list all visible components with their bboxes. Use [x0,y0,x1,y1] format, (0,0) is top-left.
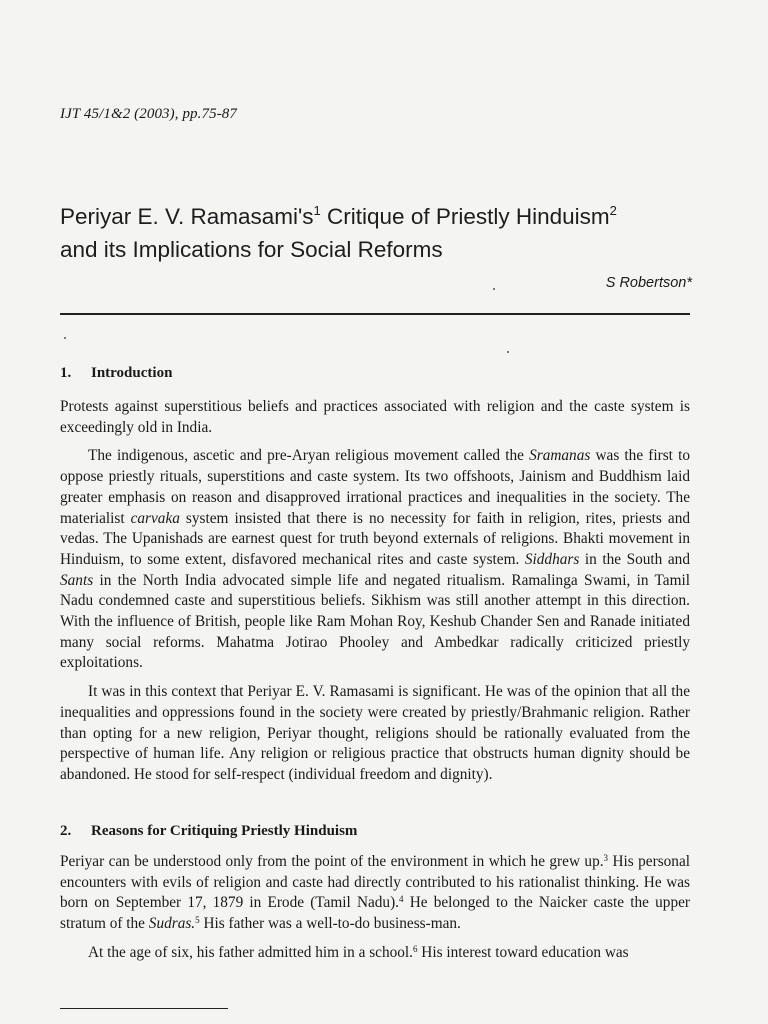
paragraph-text: in the North India advocated simple life and negated ritualism. Ramalinga Swami, in Tamil Nadu condemned caste and superstitious beliefs. Sikhism was still another attempt in this direction. With the influence of British, people like Ram Mohan Roy, Keshub Chander Sen and Ranade initiated many social reforms. Mahatma Jotirao Phooley and Ambedkar radically criticized priestly exploitations. [60,571,690,672]
paragraph-text: At the age of six, his father admitted him in a school. [88,943,413,961]
section-title: Reasons for Critiquing Priestly Hinduism [91,823,358,839]
paragraph-text: in the South and [579,550,690,568]
article-title [60,200,720,266]
section-body-introduction [60,397,690,794]
footnote-divider [60,1008,228,1009]
paragraph: It was in this context that Periyar E. V. Ramasami is significant. He was of the opinion that all the inequalities and oppressions found in the society were created by priestly/Brahmanic religion. Rather than opting for a new religion, Periyar thought, religions should be rationally evaluated from the perspective of human life. Any religion or religious practice that obstructs human dignity should be abandoned. He stood for self-respect (individual freedom and dignity). [60,683,690,783]
author-name: S Robertson* [605,275,692,291]
italic-term: carvaka [130,509,180,527]
paragraph-text: Periyar can be understood only from the point of the environment in which he grew up. [60,853,604,870]
italic-term: Sramanas [529,447,591,465]
title-line-1 [60,200,720,233]
paragraph-text: was the first to oppose priestly rituals, superstitions and caste system. Its two offshoots, Jainism and Buddhism laid greater emphasis on reason and disapproved irrational practices and inequalities in the society. The materialist [60,447,690,527]
footnote-marker[interactable]: 3 [603,853,609,863]
paragraph-text: His interest toward education was [417,943,629,961]
section-heading-introduction [60,365,172,382]
paragraph: Protests against superstitious beliefs and practices associated with religion and the caste system is exceedingly old in India. [60,398,690,436]
italic-term: Sudras. [148,915,196,933]
footnote-marker[interactable]: 5 [195,915,200,926]
italic-term: Sants [60,571,94,589]
title-divider [60,313,690,315]
paragraph-text: system insisted that there is no necessity for faith in religion, rites, priests and vedas. The Upanishads are earnest quest for truth beyond externals of religions. Bhakti movement in Hinduism, to some extent, disfavored mechanical rites and caste system. [60,509,691,568]
section-number: 1. [60,365,72,381]
section-title: Introduction [91,365,173,381]
journal-reference: IJT 45/1&2 (2003), pp.75-87 [60,106,237,122]
section-number: 2. [60,823,72,839]
title-footnote-2[interactable]: 2 [609,203,617,218]
title-text-part-1: Periyar E. V. Ramasami's [60,204,314,229]
title-line-2: and its Implications for Social Reforms [60,237,443,262]
paragraph [60,943,690,964]
paragraph-text: His personal encounters with evils of religion and caste had directly contributed to his rationalist thinking. He was born on September 17, 1879 in Erode (Tamil Nadu). [60,853,690,912]
scan-speck [64,337,66,339]
footnote-marker[interactable]: 6 [412,943,418,954]
scan-speck [493,288,495,290]
paragraph-text: His father was a well-to-do business-man. [199,915,461,933]
paragraph-text: He belonged to the Naicker caste the upper stratum of the [60,894,690,933]
paragraph [60,852,690,935]
scan-speck [507,351,509,353]
title-text-part-2: Critique of Priestly Hinduism [320,204,610,229]
footnote-marker[interactable]: 4 [399,894,404,905]
italic-term: Siddhars [524,550,580,568]
section-heading-reasons [60,823,357,840]
title-footnote-1[interactable]: 1 [313,203,321,218]
paragraph-text: The indigenous, ascetic and pre-Aryan religious movement called the [88,447,530,465]
paragraph [60,446,690,674]
section-body-reasons [60,852,690,972]
